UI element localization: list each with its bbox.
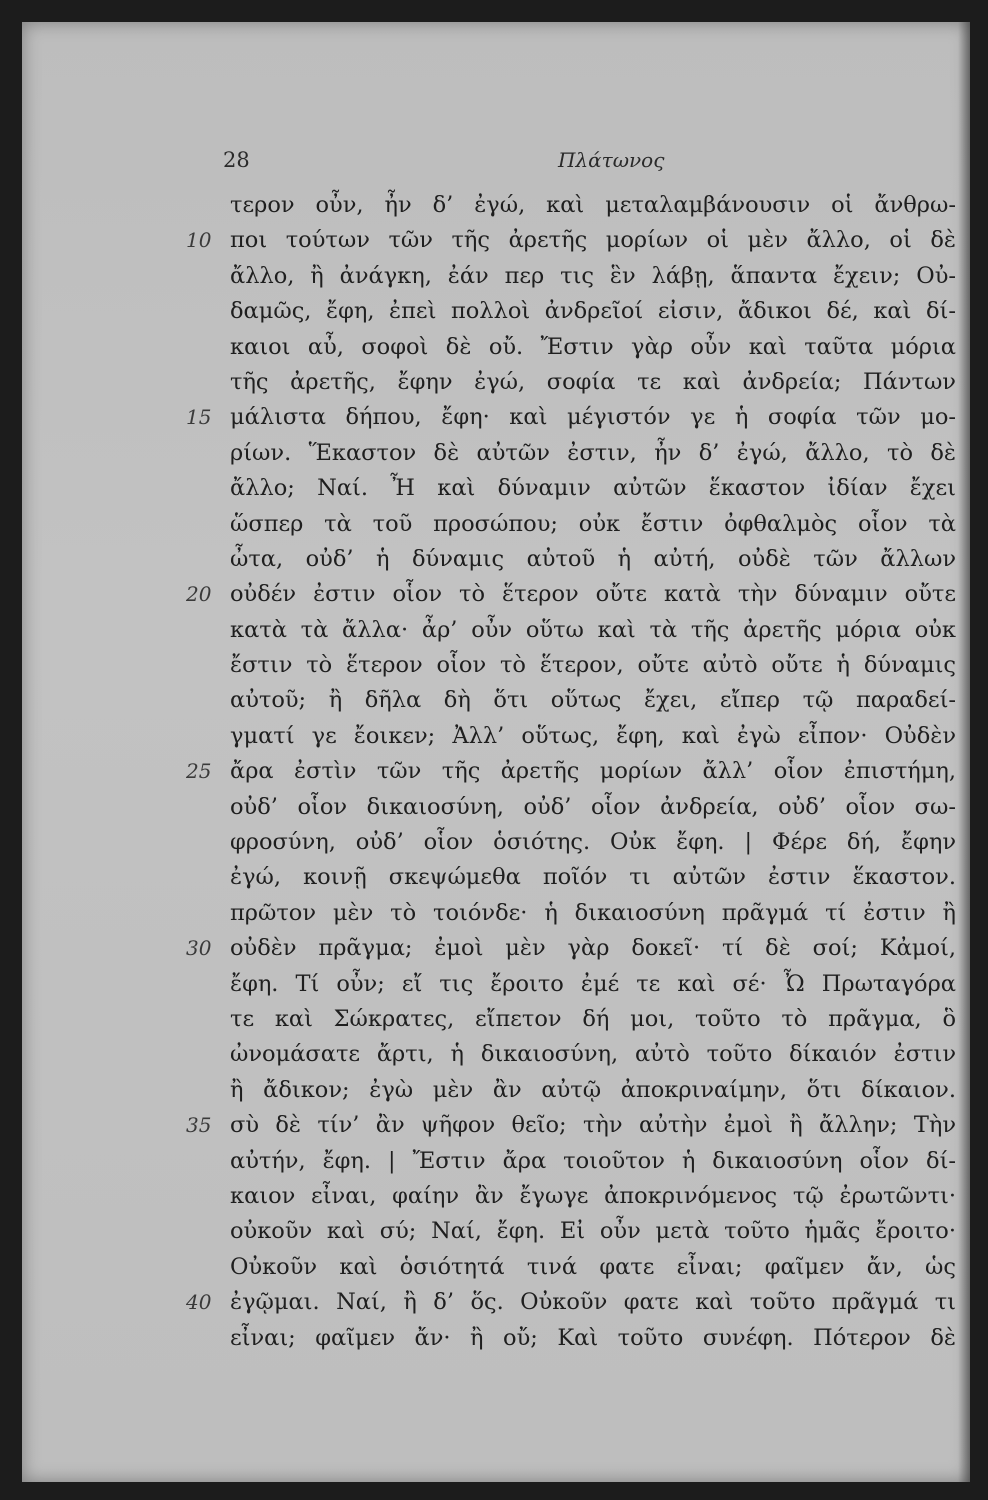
- text-line: [22, 1179, 970, 1214]
- line-text: πρῶτον μὲν τὸ τοιόνδε· ἡ δικαιοσύνη πρᾶγμά τί ἐστιν ἢ: [230, 899, 956, 926]
- line-text: αὐτήν, ἔφη. | Ἔστιν ἄρα τοιοῦτον ἡ δικαιοσύνη οἷον δί-: [230, 1147, 956, 1174]
- text-line: [22, 223, 970, 258]
- line-text: ὠνομάσατε ἄρτι, ἡ δικαιοσύνη, αὐτὸ τοῦτο δίκαιόν ἐστιν: [230, 1041, 956, 1068]
- line-text: ἔστιν τὸ ἕτερον οἷον τὸ ἕτερον, οὔτε αὐτὸ οὔτε ἡ δύναμις: [230, 652, 956, 679]
- text-line: [22, 294, 970, 329]
- line-text: τερον οὖν, ἦν δ’ ἐγώ, καὶ μεταλαμβάνουσιν οἱ ἄνθρω-: [230, 192, 956, 218]
- text-line: [22, 188, 970, 223]
- text-line: [22, 507, 970, 542]
- text-line: [22, 471, 970, 506]
- book-page: [22, 22, 970, 1482]
- text-line: [22, 825, 970, 860]
- text-line: [22, 577, 970, 612]
- running-title: Πλάτωνος: [558, 148, 665, 172]
- greek-text-body: [22, 188, 970, 1356]
- text-line: [22, 719, 970, 754]
- line-number: 25: [186, 759, 212, 784]
- text-line: [22, 1108, 970, 1143]
- page-header: [22, 148, 970, 176]
- line-text: ἐγῷμαι. Ναί, ἢ δ’ ὅς. Οὐκοῦν φατε καὶ τοῦτο πρᾶγμά τι: [230, 1289, 956, 1316]
- line-text: ὦτα, οὐδ’ ἡ δύναμις αὐτοῦ ἡ αὐτή, οὐδὲ τῶν ἄλλων: [230, 545, 956, 572]
- line-text: οὐδὲν πρᾶγμα; ἐμοὶ μὲν γὰρ δοκεῖ· τί δὲ σοί; Κἀμοί,: [230, 935, 956, 962]
- text-line: [22, 790, 970, 825]
- text-line: [22, 1144, 970, 1179]
- text-line: [22, 400, 970, 435]
- line-text: ἄλλο; Ναί. Ἦ καὶ δύναμιν αὐτῶν ἕκαστον ἰδίαν ἔχει: [230, 475, 956, 502]
- line-number: 20: [186, 582, 212, 607]
- line-text: ὥσπερ τὰ τοῦ προσώπου; οὐκ ἔστιν ὀφθαλμὸς οἷον τὰ: [230, 510, 956, 537]
- text-line: [22, 1073, 970, 1108]
- line-number: 40: [186, 1290, 212, 1315]
- line-number: 30: [186, 936, 212, 961]
- line-text: φροσύνη, οὐδ’ οἷον ὁσιότης. Οὐκ ἔφη. | Φέρε δή, ἔφην: [230, 829, 956, 856]
- text-line: [22, 1321, 970, 1356]
- line-text: εἶναι; φαῖμεν ἄν· ἢ οὔ; Καὶ τοῦτο συνέφη. Πότερον δὲ: [230, 1324, 956, 1351]
- text-line: [22, 860, 970, 895]
- text-line: [22, 365, 970, 400]
- line-text: οὐδέν ἐστιν οἷον τὸ ἕτερον οὔτε κατὰ τὴν δύναμιν οὔτε: [230, 581, 956, 608]
- line-text: σὺ δὲ τίν’ ἂν ψῆφον θεῖο; τὴν αὐτὴν ἐμοὶ ἢ ἄλλην; Τὴν: [230, 1112, 956, 1139]
- text-line: [22, 436, 970, 471]
- text-line: [22, 1250, 970, 1285]
- line-text: τῆς ἀρετῆς, ἔφην ἐγώ, σοφία τε καὶ ἀνδρεία; Πάντων: [230, 368, 956, 395]
- line-text: καιοι αὖ, σοφοὶ δὲ οὔ. Ἔστιν γὰρ οὖν καὶ ταῦτα μόρια: [230, 333, 956, 360]
- text-line: [22, 896, 970, 931]
- text-line: [22, 259, 970, 294]
- line-text: μάλιστα δήπου, ἔφη· καὶ μέγιστόν γε ἡ σοφία τῶν μο-: [230, 404, 956, 431]
- text-line: [22, 1037, 970, 1072]
- line-text: αὐτοῦ; ἢ δῆλα δὴ ὅτι οὕτως ἔχει, εἴπερ τῷ παραδεί-: [230, 687, 956, 714]
- text-line: [22, 330, 970, 365]
- line-number: 35: [186, 1113, 212, 1138]
- text-line: [22, 542, 970, 577]
- line-number: 10: [186, 228, 212, 253]
- line-text: ἔφη. Τί οὖν; εἴ τις ἔροιτο ἐμέ τε καὶ σέ· Ὦ Πρωταγόρα: [230, 970, 956, 997]
- line-text: ἐγώ, κοινῇ σκεψώμεθα ποῖόν τι αὐτῶν ἐστιν ἕκαστον.: [230, 864, 956, 891]
- line-text: καιον εἶναι, φαίην ἂν ἔγωγε ἀποκρινόμενος τῷ ἐρωτῶντι·: [230, 1182, 956, 1209]
- line-text: δαμῶς, ἔφη, ἐπεὶ πολλοὶ ἀνδρεῖοί εἰσιν, ἄδικοι δέ, καὶ δί-: [230, 298, 956, 325]
- line-text: ἄλλο, ἢ ἀνάγκη, ἐάν περ τις ἓν λάβῃ, ἅπαντα ἔχειν; Οὐ-: [230, 262, 956, 289]
- text-line: [22, 931, 970, 966]
- page-number: 28: [223, 148, 250, 172]
- line-text: ἄρα ἐστὶν τῶν τῆς ἀρετῆς μορίων ἄλλ’ οἷον ἐπιστήμη,: [230, 758, 956, 785]
- text-line: [22, 1002, 970, 1037]
- line-text: ρίων. Ἕκαστον δὲ αὐτῶν ἐστιν, ἦν δ’ ἐγώ, ἄλλο, τὸ δὲ: [230, 439, 956, 466]
- text-line: [22, 683, 970, 718]
- text-line: [22, 1285, 970, 1320]
- line-text: ἢ ἄδικον; ἐγὼ μὲν ἂν αὐτῷ ἀποκριναίμην, ὅτι δίκαιον.: [230, 1076, 956, 1103]
- line-text: ποι τούτων τῶν τῆς ἀρετῆς μορίων οἱ μὲν ἄλλο, οἱ δὲ: [230, 227, 956, 254]
- text-line: [22, 613, 970, 648]
- text-line: [22, 1214, 970, 1249]
- line-number: 15: [186, 405, 212, 430]
- line-text: τε καὶ Σώκρατες, εἴπετον δή μοι, τοῦτο τὸ πρᾶγμα, ὃ: [230, 1005, 956, 1032]
- text-line: [22, 754, 970, 789]
- line-text: οὐκοῦν καὶ σύ; Ναί, ἔφη. Εἰ οὖν μετὰ τοῦτο ἡμᾶς ἔροιτο·: [230, 1218, 956, 1245]
- line-text: Οὐκοῦν καὶ ὁσιότητά τινά φατε εἶναι; φαῖμεν ἄν, ὡς: [230, 1253, 956, 1280]
- line-text: γματί γε ἔοικεν; Ἀλλ’ οὕτως, ἔφη, καὶ ἐγὼ εἶπον· Οὐδὲν: [230, 722, 956, 749]
- line-text: κατὰ τὰ ἄλλα· ἆρ’ οὖν οὕτω καὶ τὰ τῆς ἀρετῆς μόρια οὐκ: [230, 616, 956, 643]
- line-text: οὐδ’ οἷον δικαιοσύνη, οὐδ’ οἷον ἀνδρεία, οὐδ’ οἷον σω-: [230, 793, 956, 820]
- text-line: [22, 648, 970, 683]
- text-line: [22, 967, 970, 1002]
